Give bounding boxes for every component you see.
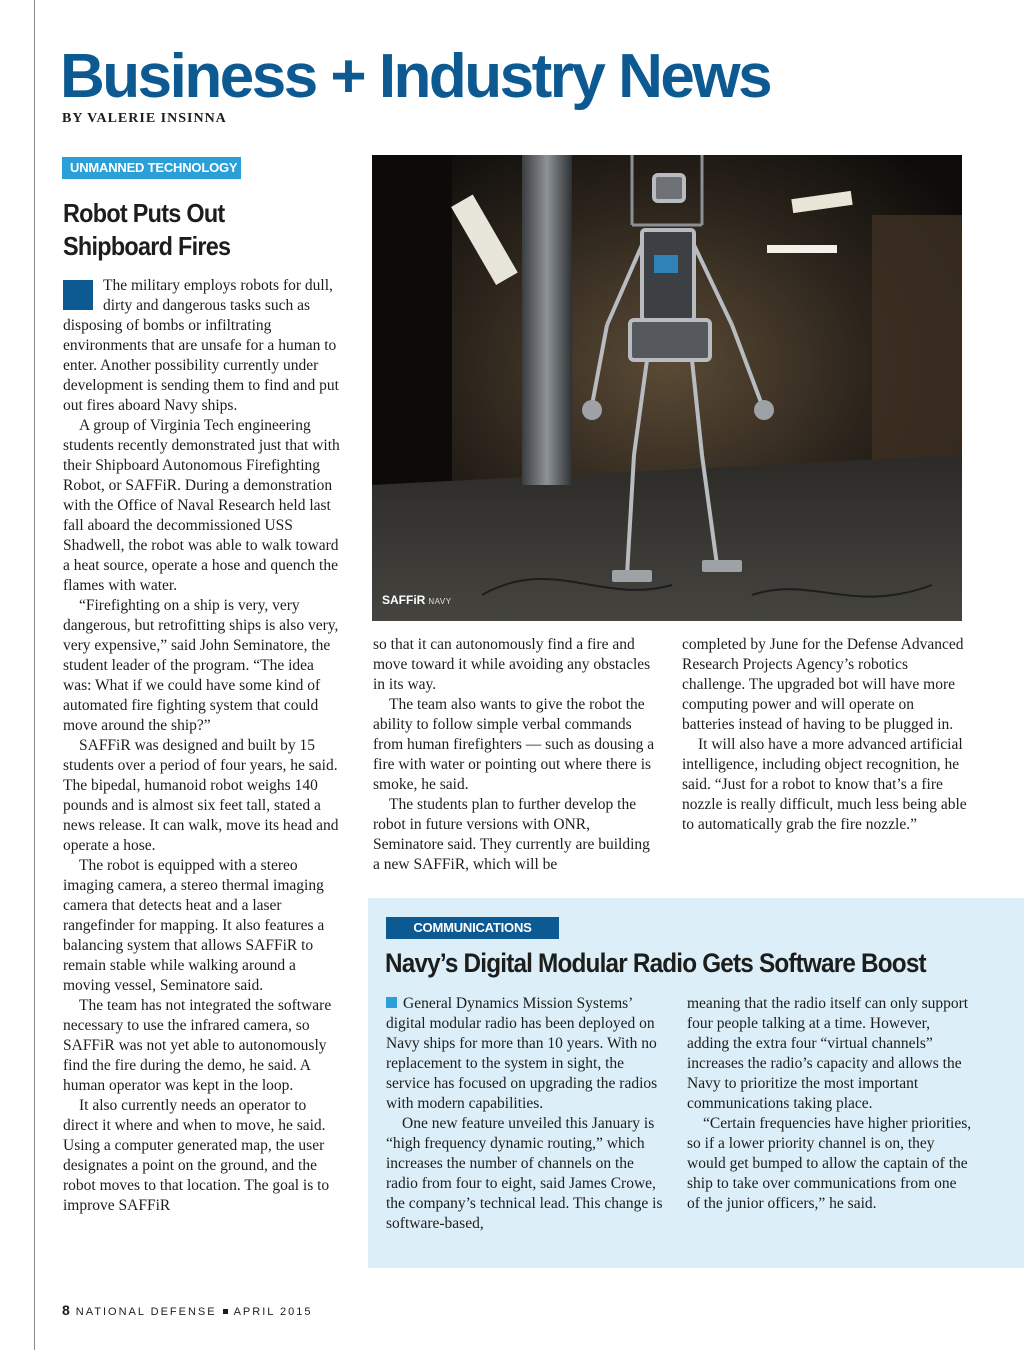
article-headline-saffir: Robot Puts Out Shipboard Fires	[63, 198, 231, 261]
paragraph: It also currently needs an operator to direct it where and when to move, he said. Using a computer generated map, the user designates a point on the ground, and the robot moves to that location. The goal is to improve SAFFiR	[63, 1097, 330, 1214]
paragraph	[386, 994, 668, 1114]
section-tag-communications: COMMUNICATIONS	[386, 917, 559, 939]
paragraph: The military employs robots for dull, dirty and dangerous tasks such as disposing of bombs or infiltrating environments that are unsafe for a human to enter. Another possibility currently under development is sending them to find and put out fires aboard Navy ships.	[63, 277, 339, 414]
paragraph: The robot is equipped with a stereo imaging camera, a stereo thermal imaging camera that detects heat and a laser rangefinder for mapping. It also features a balancing system that allows SAFFiR to remain stable while walking around a moving vessel, Seminatore said.	[63, 857, 325, 994]
paragraph: The team also wants to give the robot the ability to follow simple verbal commands from human firefighters — such as dousing a fire with water or pointing out where there is smoke, he said.	[373, 696, 655, 793]
paragraph: so that it can autonomously find a fire and move toward it while avoiding any obstacles in its way.	[373, 636, 651, 693]
paragraph: It will also have a more advanced artificial intelligence, including object recognition, he said. “Just for a robot to know that’s a fire nozzle is really difficult, much less being able to automatically grab the fire nozzle.”	[682, 736, 967, 833]
section-tag-unmanned: UNMANNED TECHNOLOGY	[62, 157, 241, 179]
page-number: 8	[62, 1302, 70, 1318]
paragraph: One new feature unveiled this January is “high frequency dynamic routing,” which increases the number of channels on the radio from four to eight, said James Crowe, the company’s technical lead. This change is software-based,	[386, 1115, 663, 1232]
article-headline-radio: Navy’s Digital Modular Radio Gets Software Boost	[385, 948, 926, 978]
article2-column-1	[386, 994, 668, 1234]
page-footer	[62, 1302, 313, 1318]
photo-credit: NAVY	[428, 597, 452, 606]
page-margin-rule	[34, 0, 35, 1350]
paragraph: completed by June for the Defense Advanced Research Projects Agency’s robotics challenge. The upgraded bot will have more computing power and will operate on batteries instead of having to be plugged in.	[682, 636, 964, 733]
paragraph: SAFFiR was designed and built by 15 students over a period of four years, he said. The bipedal, humanoid robot weighs 140 pounds and is almost six feet tall, stated a news release. It can walk, move its head and operate a hose.	[63, 737, 339, 854]
drop-square-icon	[63, 280, 93, 310]
article1-column-2	[373, 635, 655, 875]
paragraph: meaning that the radio itself can only support four people talking at a time. However, adding the extra four “virtual channels” increases the radio’s capacity and allows the Navy to prioritize the most important communications taking place.	[687, 995, 969, 1112]
robot-photo-illustration	[372, 155, 962, 621]
section-masthead: Business + Industry News	[60, 42, 771, 111]
robot-photo	[372, 155, 962, 621]
paragraph: The team has not integrated the software necessary to use the infrared camera, so SAFFiR was not yet able to autonomously find the fire during the demo, he said. A human operator was kept in the loop.	[63, 997, 332, 1094]
byline: BY VALERIE INSINNA	[62, 111, 227, 126]
paragraph: The students plan to further develop the robot in future versions with ONR, Seminatore said. They currently are building a new SAFFiR, which will be	[373, 796, 650, 873]
paragraph: A group of Virginia Tech engineering students recently demonstrated just that with their Shipboard Autonomous Firefighting Robot, or SAFFiR. During a demonstration with the Office of Naval Research held last fall aboard the decommissioned USS Shadwell, the robot was able to walk toward a heat source, operate a hose and quench the flames with water.	[63, 417, 340, 594]
photo-caption-name: SAFFiR	[382, 593, 426, 607]
paragraph: “Certain frequencies have higher priorities, so if a lower priority channel is on, they would get bumped to allow the captain of the ship to take over communications from one of the junior officers,” he said.	[687, 1115, 972, 1212]
article2-column-2	[687, 994, 973, 1214]
publication-name: NATIONAL DEFENSE	[75, 1306, 217, 1318]
photo-caption	[382, 591, 452, 609]
paragraph: “Firefighting on a ship is very, very dangerous, but retrofitting ships is also very, very expensive,” said John Seminatore, the student leader of the program. “The idea was: What if we could have some kind of automated fire fighting system that could move around the ship?”	[63, 597, 339, 734]
article1-column-3	[682, 635, 967, 835]
issue-date: APRIL 2015	[233, 1306, 313, 1318]
separator-square-icon	[223, 1309, 228, 1314]
paragraph-text: General Dynamics Mission Systems’ digital modular radio has been deployed on Navy ships for more than 10 years. With no replacement to the system in sight, the service has focused on upgrading the radios with modern capabilities.	[386, 995, 658, 1112]
bullet-square-icon	[386, 997, 397, 1008]
article1-column-1	[63, 276, 345, 1216]
